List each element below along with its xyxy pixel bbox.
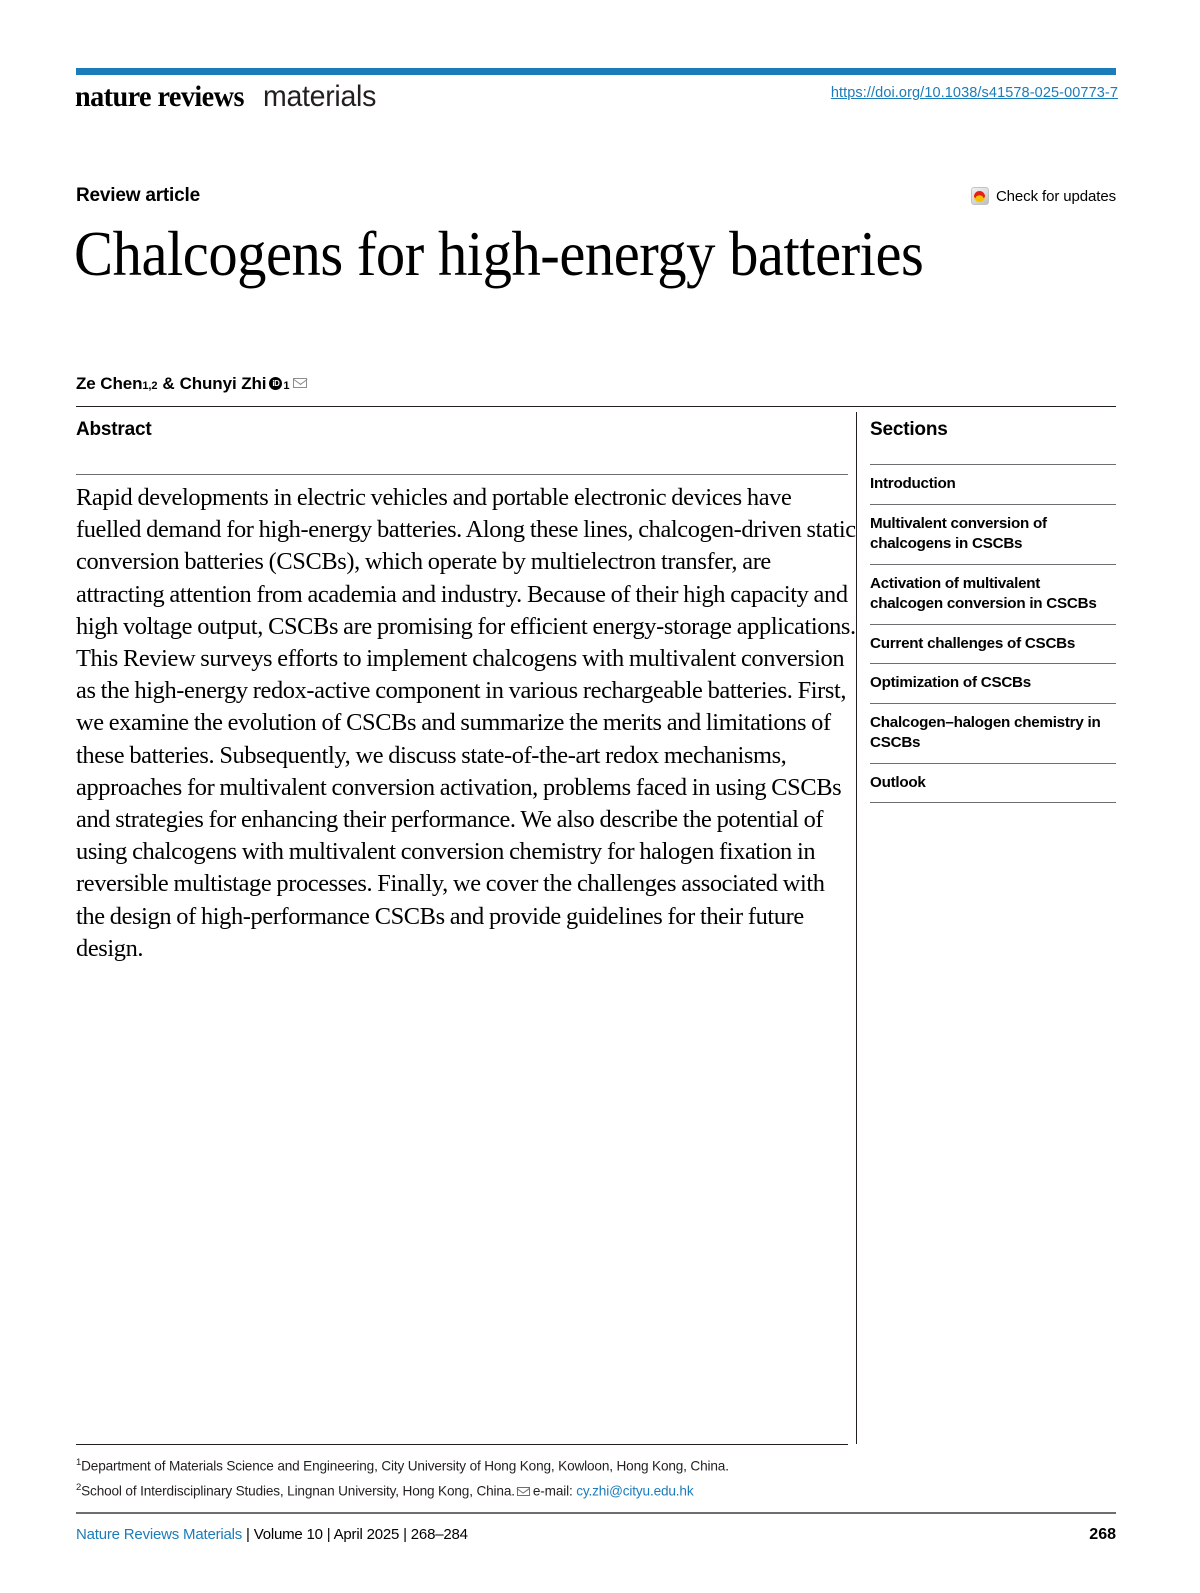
check-for-updates-button[interactable]	[971, 187, 1116, 205]
envelope-icon[interactable]	[293, 378, 307, 388]
orcid-icon[interactable]	[269, 377, 282, 390]
check-for-updates-label: Check for updates	[995, 187, 1116, 205]
author-separator: &	[162, 374, 175, 393]
footer-journal-name: Nature Reviews Materials	[76, 1526, 243, 1543]
page-title: Chalcogens for high-energy batteries	[74, 219, 924, 289]
article-type-row	[76, 185, 1116, 207]
page-footer	[76, 1526, 1116, 1544]
journal-masthead	[75, 80, 382, 114]
footnote-divider	[76, 1444, 848, 1445]
abstract-body: Rapid developments in electric vehicles and portable electronic devices have fuelled demand for high-energy batteries. Along these lines, chalcogen-driven static conversion batteries (CSCBs), which operate by multielectron transfer, are attracting attention from academia and industry. Because of their high capacity and high voltage output, CSCBs are promising for efficient energy-storage applications. This Review surveys efforts to implement chalcogens with multivalent conversion as the high-energy redox-active component in various rechargeable batteries. First, we examine the evolution of CSCBs and summarize the merits and limitations of these batteries. Subsequently, we discuss state-of-the-art redox mechanisms, approaches for multivalent conversion activation, problems faced in using CSCBs and strategies for enhancing their performance. We also describe the potential of using chalcogens with multivalent conversion chemistry for halogen fixation in reversible multistage processes. Finally, we cover the challenges associated with the design of high-performance CSCBs and provide guidelines for their future design.	[76, 484, 856, 962]
abstract-divider	[76, 474, 848, 475]
affiliation-1-text: Department of Materials Science and Engineering, City University of Hong Kong, Kowloon, Hong Kong, China.	[81, 1458, 729, 1474]
journal-name-light: materials	[262, 80, 376, 113]
page-number: 268	[1089, 1526, 1116, 1543]
author-1-affiliation-sup: 1,2	[142, 380, 158, 392]
section-item-outlook[interactable]: Outlook	[870, 763, 1116, 804]
author-line	[76, 374, 307, 394]
section-item-current-challenges[interactable]: Current challenges of CSCBs	[870, 624, 1116, 664]
header-divider	[76, 406, 1116, 407]
journal-name-bold: nature reviews	[75, 80, 244, 113]
crossmark-icon	[971, 187, 989, 205]
affiliation-1	[76, 1452, 866, 1477]
abstract-column	[76, 412, 848, 441]
section-item-multivalent-conversion[interactable]: Multivalent conversion of chalcogens in CSCBs	[870, 504, 1116, 564]
section-item-activation[interactable]: Activation of multivalent chalcogen conversion in CSCBs	[870, 564, 1116, 624]
email-label: e-mail:	[532, 1483, 573, 1499]
affiliations-block	[76, 1452, 866, 1501]
affiliation-2-sup: 2	[76, 1481, 82, 1493]
section-item-chalcogen-halogen[interactable]: Chalcogen–halogen chemistry in CSCBs	[870, 703, 1116, 763]
affiliation-1-sup: 1	[76, 1457, 82, 1468]
article-type-label: Review article	[76, 185, 200, 206]
affiliation-2-text: School of Interdisciplinary Studies, Lingnan University, Hong Kong, China.	[81, 1483, 515, 1499]
email-link[interactable]: cy.zhi@cityu.edu.hk	[576, 1483, 694, 1499]
section-item-optimization[interactable]: Optimization of CSCBs	[870, 663, 1116, 703]
sections-heading: Sections	[870, 419, 948, 440]
doi-link[interactable]: https://doi.org/10.1038/s41578-025-00773-7	[830, 85, 1118, 101]
author-name-1: Ze Chen	[76, 374, 143, 393]
author-name-2: Chunyi Zhi	[179, 374, 267, 393]
section-item-introduction[interactable]: Introduction	[870, 464, 1116, 504]
email-envelope-icon	[517, 1487, 530, 1496]
masthead-accent-bar	[76, 68, 1116, 75]
abstract-heading: Abstract	[76, 419, 152, 440]
sections-list	[870, 464, 1116, 803]
author-2-affiliation-sup: 1	[283, 380, 290, 392]
column-divider	[856, 412, 857, 1444]
footer-citation	[76, 1526, 468, 1543]
footer-divider	[76, 1512, 1116, 1514]
affiliation-2	[76, 1477, 866, 1502]
footer-citation-details: | Volume 10 | April 2025 | 268–284	[242, 1526, 468, 1543]
sections-column	[870, 412, 1116, 803]
